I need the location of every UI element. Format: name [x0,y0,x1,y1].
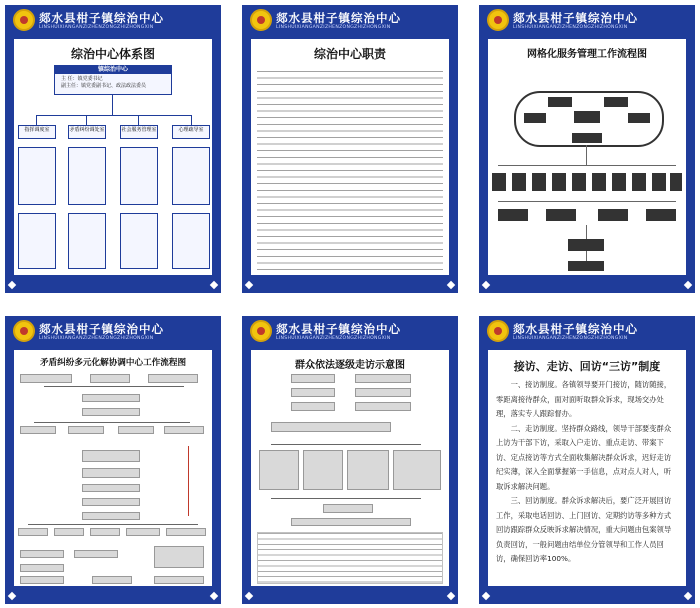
panel-title: 群众依法逐级走访示意图 [295,360,405,371]
org-pinyin: LINSHUIXIANGANZIZHENZONGZHIZHONGXIN [276,336,391,341]
org-name: 郯水县柑子镇综治中心 [39,322,164,336]
branch-box-2: 社会服务管理室 [120,125,158,139]
org-pinyin: LINSHUIXIANGANZIZHENZONGZHIZHONGXIN [276,25,391,30]
national-emblem-icon [13,9,35,31]
panel-body [14,350,212,586]
visit-paragraph-2: 三、回访制度。群众诉求解决后，要广泛开展回访工作，采取电话回访、上门回访、定期约访等多种方式回访跟踪群众反映诉求解决情况，重大问题由包案领导负责回访，一般问题由结单位分管领导和工作人员回访，确保回访率100%。 [496,496,672,563]
top-box-line-1: 副主任：镇党委副书记、政法政法委员 [61,82,147,89]
panel-title: 接访、走访、回访“三访”制度 [513,360,661,373]
visit-paragraph-0: 一、接访制度。各镇领导要开门接访，随访随接，零距离接待群众，面对面听取群众诉求，现场交办处理，落实专人跟踪督办。 [496,380,672,418]
panel-title: 综治中心体系图 [70,47,155,61]
panel-title: 矛盾纠纷多元化解协调中心工作流程图 [39,358,187,368]
panel-dispute-flow [5,316,221,604]
panel-body [251,39,449,275]
panel-petition-flow [242,316,458,604]
org-pinyin: LINSHUIXIANGANZIZHENZONGZHIZHONGXIN [513,25,628,30]
panel-body [488,350,686,586]
cycle-step-1 [604,97,628,107]
panel-footer [479,588,695,604]
national-emblem-icon [250,9,272,31]
panel-header [479,5,695,37]
national-emblem-icon [13,320,35,342]
branch-box-1: 矛盾纠纷调处室 [68,125,106,139]
branch-duty-0 [18,213,56,269]
branch-duty-3 [172,213,210,269]
panel-duties [242,5,458,293]
branch-detail-2 [120,147,158,205]
org-name: 郯水县柑子镇综治中心 [513,11,638,25]
top-box-title: 镇综治中心 [55,66,171,74]
panel-title: 网格化服务管理工作流程图 [527,49,647,60]
panel-three-visits [479,316,695,604]
panel-body [14,39,212,275]
org-pinyin: LINSHUIXIANGANZIZHENZONGZHIZHONGXIN [39,336,154,341]
org-name: 郯水县柑子镇综治中心 [276,322,401,336]
duties-text-block [257,67,443,271]
org-name: 郯水县柑子镇综治中心 [513,322,638,336]
branch-box-3: 心理疏导室 [172,125,210,139]
panel-title: 综治中心职责 [313,47,386,61]
panel-footer [5,277,221,293]
org-name: 郯水县柑子镇综治中心 [39,11,164,25]
panel-header [479,316,695,348]
panel-footer [479,277,695,293]
national-emblem-icon [487,320,509,342]
branch-detail-1 [68,147,106,205]
cycle-step-4 [572,133,602,143]
panel-footer [242,277,458,293]
branch-box-0: 指挥调度室 [18,125,56,139]
panel-footer [5,588,221,604]
panel-header [242,5,458,37]
panel-header [242,316,458,348]
panel-footer [242,588,458,604]
visit-paragraph-1: 二、走访制度。坚持群众路线，领导干部要变群众上访为干部下访，采取入户走访、重点走访、带案下访、定点接访等方式全面收集解决群众诉求，迟好走访纪实薄，深入全面掌握第一手信息，点对点人对人，听取诉求解决问题。 [496,423,672,491]
top-box-line-0: 主 任：镇党委书记 [61,76,103,82]
org-pinyin: LINSHUIXIANGANZIZHENZONGZHIZHONGXIN [513,336,628,341]
cycle-step-2 [524,113,546,123]
national-emblem-icon [487,9,509,31]
branch-detail-0 [18,147,56,205]
top-box [54,65,172,95]
panel-body [488,39,686,275]
branch-duty-2 [120,213,158,269]
cycle-step-0 [548,97,572,107]
national-emblem-icon [250,320,272,342]
branch-detail-3 [172,147,210,205]
panel-system-chart [5,5,221,293]
org-pinyin: LINSHUIXIANGANZIZHENZONGZHIZHONGXIN [39,25,154,30]
panel-header [5,5,221,37]
org-name: 郯水县柑子镇综治中心 [276,11,401,25]
panel-grid-flow [479,5,695,293]
branch-duty-1 [68,213,106,269]
panel-header [5,316,221,348]
cycle-step-3 [628,113,650,123]
panel-body [251,350,449,586]
cycle-center [574,111,600,123]
